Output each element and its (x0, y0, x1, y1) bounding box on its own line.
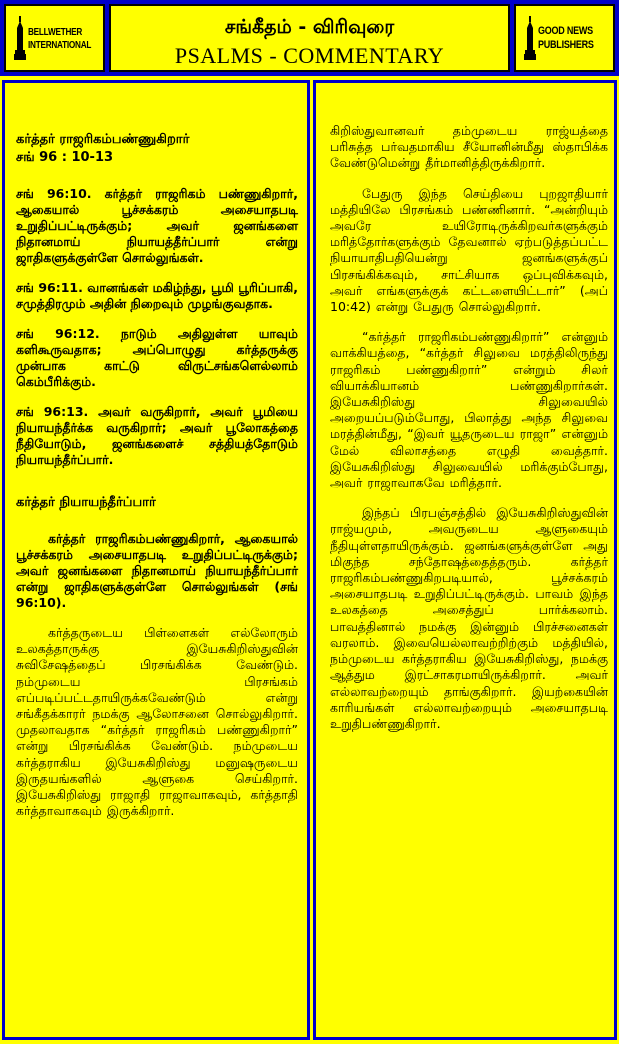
body-paragraph: கிறிஸ்துவானவர் தம்முடைய ராஜ்யத்தை பரிசுத்த பர்வதமாகிய சீயோனின்மீது ஸ்தாபிக்க வேண்டுமென்று தீர்மானித்திருக்கிறார். (330, 123, 608, 171)
header-bar (0, 0, 619, 76)
bellwether-logo (4, 4, 105, 72)
verse-10: சங் 96:10. கர்த்தர் ராஜரிகம் பண்ணுகிறார், ஆகையால் பூச்சக்கரம் அசையாதபடி உறுதிப்பட்டிருக்கும்; அவர் ஜனங்களை நிதானமாய் நியாயத்தீர்ப்பார் என்று ஜாதிகளுக்குள்ளே சொல்லுங்கள். (16, 186, 298, 265)
body-paragraph: பேதுரு இந்த செய்தியை புறஜாதியார் மத்தியிலே பிரசங்கம் பண்ணினார். “அன்றியும் அவரே உயிரோடிருக்கிறவர்களுக்கும் மரித்தோர்களுக்கும் தேவனால் ஏற்படுத்தப்பட்ட நியாயாதிபதியென்று ஜனங்களுக்குப் பிரசங்கிக்கவும், சாட்சியாக ஒப்புவிக்கவும், அவர் எங்களுக்குக் கட்டளையிட்டார்” (அப் 10:42) என்று பேதுரு சொல்லுகிறார். (330, 185, 608, 315)
title-box (109, 4, 510, 72)
scripture-reference: சங் 96 : 10-13 (16, 150, 114, 165)
verse-13: சங் 96:13. அவர் வருகிறார், அவர் பூமியை நியாயந்தீர்க்க வருகிறார்; அவர் பூலோகத்தை நீதியோடும், ஜனங்களைச் சத்தியத்தோடும் நியாயந்தீர்ப்பார். (16, 404, 298, 467)
main-heading: கர்த்தர் ராஜரிகம்பண்ணுகிறார் (16, 132, 190, 147)
body-paragraph: கர்த்தருடைய பிள்ளைகள் எல்லோரும் உலகத்தாருக்கு இயேசுகிறிஸ்துவின் சுவிசேஷத்தைப் பிரசங்கிக்க வேண்டும். நம்முடைய பிரசங்கம் எப்படிப்பட்டதாயிருக்கவேண்டும் என்று சங்கீதக்காரர் நமக்கு ஆலோசனை சொல்லுகிறார். முதலாவதாக “கர்த்தர் ராஜரிகம் பண்ணுகிறார்” என்று பிரசங்கிக்க வேண்டும். நம்முடைய கர்த்தராகிய இயேசுகிறிஸ்து மனுஷருடைய இருதயங்களில் ஆளுகை செய்கிறார். இயேசுகிறிஸ்து ராஜாதி ராஜாவாகவும், கர்த்தாதி கர்த்தாவாகவும் இருக்கிறார். (16, 625, 298, 819)
logo-line-1: BELLWETHER (28, 27, 83, 38)
key-verse-quote: கர்த்தர் ராஜரிகம்பண்ணுகிறார், ஆகையால் பூச்சக்கரம் அசையாதபடி உறுதிப்பட்டிருக்கும்; அவர் ஜனங்களை நிதானமாய் நியாயந்தீர்ப்பார் என்று ஜாதிகளுக்குள்ளே சொல்லுங்கள் (சங் 96:10). (16, 531, 298, 610)
verse-12: சங் 96:12. நாடும் அதிலுள்ள யாவும் களிகூருவதாக; அப்பொழுது கர்த்தருக்கு முன்பாக காட்டு விருட்சங்களெல்லாம் கெம்பீரிக்கும். (16, 326, 298, 389)
good-news-logo (514, 4, 615, 72)
body-paragraph: “கர்த்தர் ராஜரிகம்பண்ணுகிறார்” என்னும் வாக்கியத்தை, “கர்த்தர் சிலுவை மரத்திலிருந்து ராஜரிகம் பண்ணுகிறார்” என்றும் சிலர் வியாக்கியானம் பண்ணுகிறார்கள். இயேசுகிறிஸ்து சிலுவையில் அறையப்படும்போது, பிலாத்து அந்த சிலுவை மரத்தின்மீது, “இவர் யூதருடைய ராஜா” என்னும் மேல் விலாசத்தை எழுதி வைத்தார். இயேசுகிறிஸ்து சிலுவையில் மரிக்கும்போது, அவர் ராஜாவாகவே மரித்தார். (330, 329, 608, 491)
logo-line-1: GOOD NEWS (538, 25, 593, 37)
verse-11: சங் 96:11. வானங்கள் மகிழ்ந்து, பூமி பூரிப்பாகி, சமுத்திரமும் அதின் நிறைவும் முழங்குவதாக. (16, 280, 298, 311)
body-paragraph: இந்தப் பிரபஞ்சத்தில் இயேசுகிறிஸ்துவின் ராஜ்யமும், அவருடைய ஆளுகையும் நீதியுள்ளதாயிருக்கும். ஜனங்களுக்குள்ளே அது மிகுந்த சந்தோஷத்தைத்தரும். கர்த்தர் ராஜரிகம்பண்ணுகிறபடியால், பூச்சக்கரம் அசையாதபடி உறுதிப்பட்டிருக்கும். பாவம் இந்த உலகத்தை அசைத்துப் பார்க்கலாம். பாவத்தினால் நமக்கு இன்னும் பிரச்சனைகள் வரலாம். இவையெல்லாவற்றிற்கும் மத்தியில், நம்முடைய கர்த்தராகிய இயேசுகிறிஸ்து, நமக்கு ஆத்தும இரட்சாகரமாயிருக்கிறார். அவர் எல்லாவற்றையும் தாங்குகிறார். இயற்கையின் காரியங்கள் எல்லாவற்றையும் அசையாதபடி உறுதிபண்ணுகிறார். (330, 505, 608, 731)
tower-logo-icon (524, 16, 536, 60)
title-tamil: சங்கீதம் - விரிவுரை (224, 16, 395, 38)
title-english: PSALMS - COMMENTARY (174, 43, 445, 68)
logo-line-2: PUBLISHERS (538, 39, 594, 51)
right-column (313, 80, 617, 1040)
tower-logo-icon (14, 16, 26, 60)
section-heading: கர்த்தர் நியாயந்தீர்ப்பார் (16, 495, 156, 510)
left-column (2, 80, 310, 1040)
logo-line-2: INTERNATIONAL (28, 40, 92, 51)
